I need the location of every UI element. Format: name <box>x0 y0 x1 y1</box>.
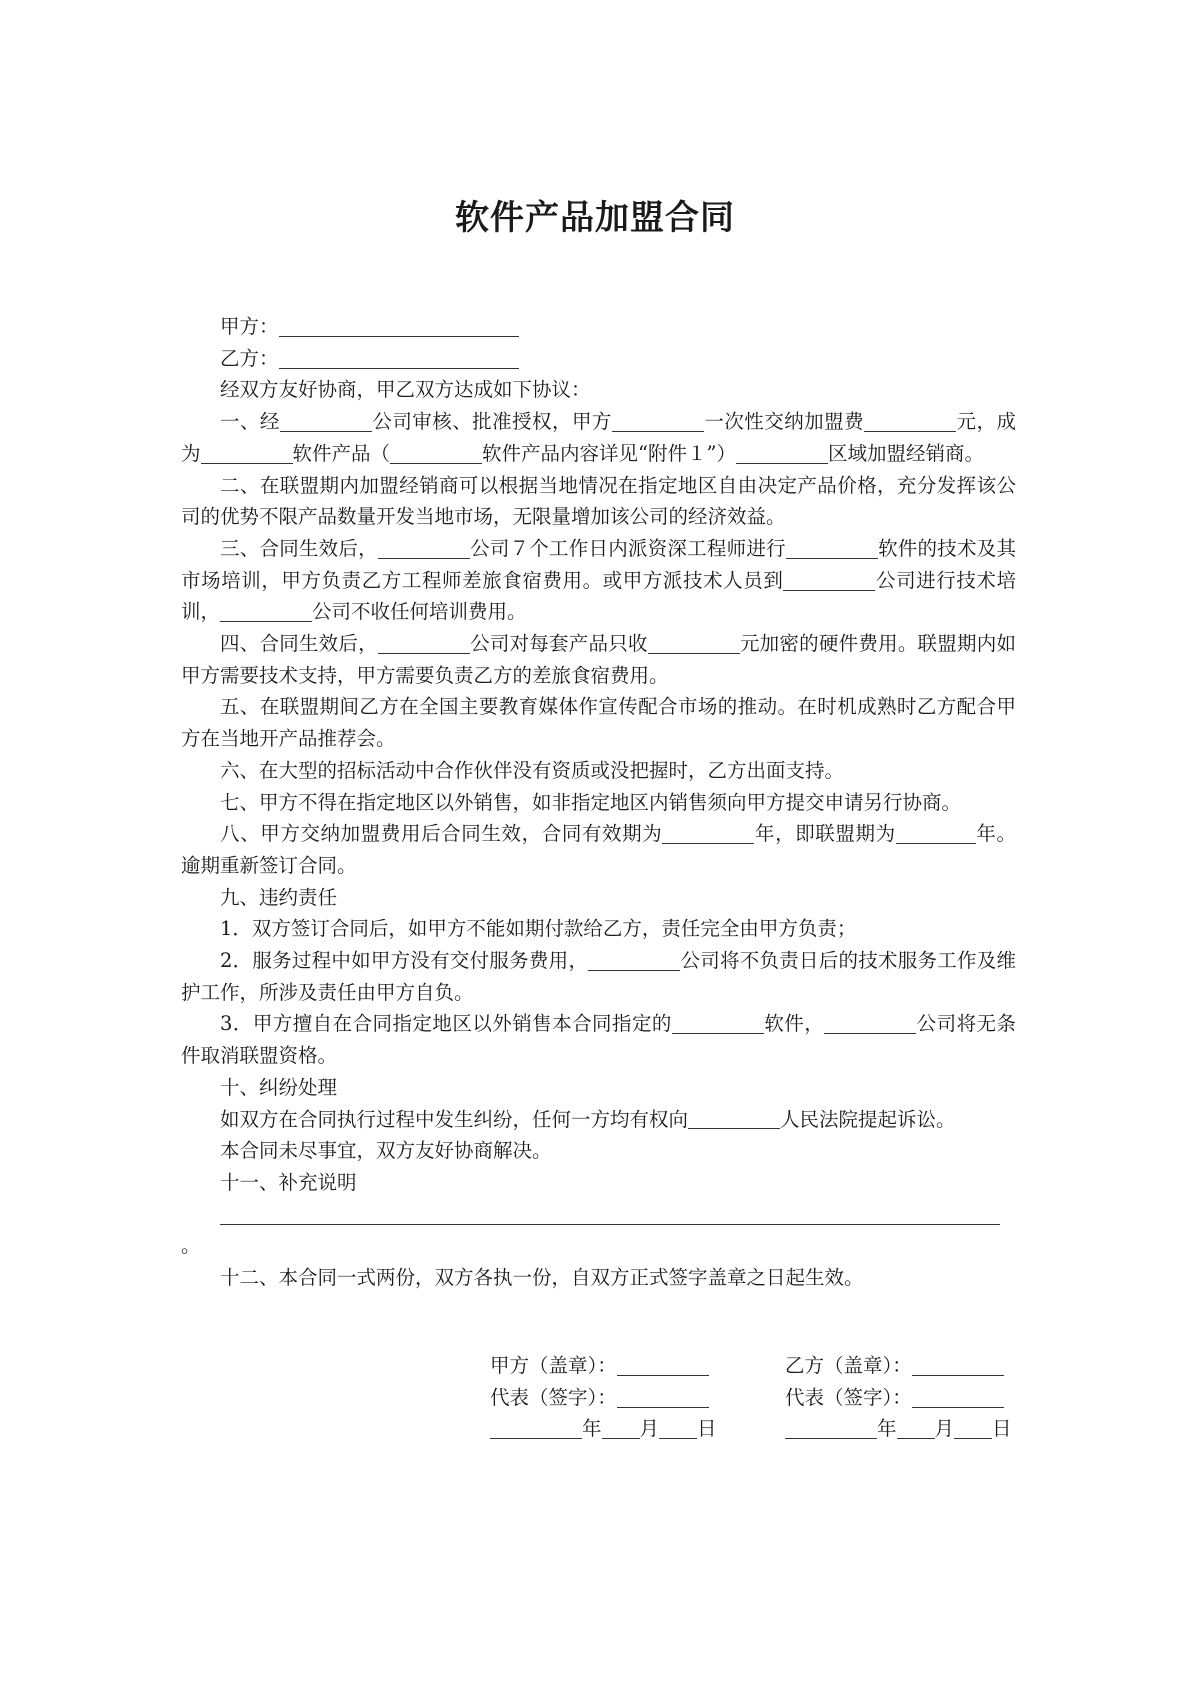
signature-block <box>490 1350 1030 1445</box>
clause-1-text: 元，成为 <box>181 410 1016 465</box>
day-blank <box>659 1418 697 1439</box>
clause-11-line <box>181 1199 1016 1262</box>
clause-9-1: 1．双方签订合同后，如甲方不能如期付款给乙方，责任完全由甲方负责； <box>220 917 857 941</box>
blank <box>786 537 878 558</box>
party-a-line <box>181 311 1016 343</box>
clause-1-text: 软件产品内容详见“附件１”） <box>482 441 736 465</box>
clause-9-3-text: 公司将无条件取消联盟资格。 <box>181 1012 1016 1068</box>
clause-9-2 <box>181 945 1016 1008</box>
clause-10-text-part: 如双方在合同执行过程中发生纠纷，任何一方均有权向 <box>220 1107 689 1131</box>
day-label: 日 <box>992 1417 1012 1441</box>
year-blank <box>785 1418 877 1439</box>
party-b-label: 乙方： <box>220 346 279 370</box>
party-b-line <box>181 343 1016 375</box>
blank <box>688 1108 780 1129</box>
clause-9-title: 九、违约责任 <box>220 885 338 909</box>
clause-9-3 <box>181 1008 1016 1071</box>
clause-4-text: 公司对每套产品只收 <box>469 632 648 656</box>
clause-10-text-2: 本合同未尽事宜，双方友好协商解决。 <box>220 1139 552 1163</box>
rep-row <box>490 1382 1030 1414</box>
supplement-end: 。 <box>181 1234 201 1258</box>
clause-3-text: 软件的技术及其市场培训，甲方负责乙方工程师差旅食宿费用。或甲方派技术人员到 <box>181 536 1016 592</box>
blank <box>824 1013 916 1034</box>
clause-4 <box>181 628 1016 691</box>
month-label: 月 <box>934 1417 955 1441</box>
day-label: 日 <box>697 1417 717 1441</box>
clause-1-text: 软件产品（ <box>292 441 391 465</box>
month-label: 月 <box>639 1417 660 1441</box>
clause-11-title: 十一、补充说明 <box>220 1170 357 1194</box>
clause-9-2-text: 2．服务过程中如甲方没有交付服务费用， <box>220 949 589 973</box>
clause-4-text: 四、合同生效后， <box>220 632 378 656</box>
clause-1-text: 公司审核、批准授权，甲方 <box>371 410 612 434</box>
clause-6: 六、在大型的招标活动中合作伙伴没有资质或没把握时，乙方出面支持。 <box>220 758 845 782</box>
party-b-rep <box>785 1382 1030 1414</box>
clause-9-2-text: 公司将不负责日后的技术服务工作及维护工作，所涉及责任由甲方自负。 <box>181 949 1016 1004</box>
clause-8-text: 年。逾期重新签订合同。 <box>181 822 1016 877</box>
year-label: 年 <box>877 1417 897 1441</box>
date-row <box>490 1413 1030 1445</box>
month-blank <box>897 1418 935 1439</box>
year-blank <box>490 1418 582 1439</box>
clause-3 <box>181 533 1016 628</box>
blank <box>588 949 680 970</box>
blank <box>783 569 875 590</box>
year-label: 年 <box>582 1417 602 1441</box>
clause-3-text: 公司不收任何培训费用。 <box>312 600 527 624</box>
party-a-rep <box>490 1382 735 1414</box>
party-b-date <box>785 1413 1030 1445</box>
clause-4-text: 元加密的硬件费用。联盟期内如甲方需要技术支持，甲方需要负责乙方的差旅食宿费用。 <box>181 632 1016 687</box>
document-title: 软件产品加盟合同 <box>455 198 735 238</box>
clause-5: 五、在联盟期间乙方在全国主要教育媒体作宣传配合市场的推动。在时机成熟时乙方配合甲方在当地开产品推荐会。 <box>181 695 1016 751</box>
clause-9-3-text: 3．甲方擅自在合同指定地区以外销售本合同指定的 <box>220 1012 672 1036</box>
party-b-blank <box>279 347 519 368</box>
blank <box>390 442 482 463</box>
blank <box>736 442 828 463</box>
seal-row <box>490 1350 1030 1382</box>
blank <box>864 411 956 432</box>
blank <box>378 632 470 653</box>
label: 甲方（盖章）： <box>490 1354 617 1377</box>
blank <box>912 1386 1004 1407</box>
blank <box>662 823 754 844</box>
label: 代表（签字）： <box>490 1385 617 1409</box>
clause-8 <box>181 818 1016 881</box>
clause-1-text: 一、经 <box>220 410 280 434</box>
label: 乙方（盖章）： <box>785 1354 912 1377</box>
party-a-seal <box>490 1350 735 1382</box>
party-a-blank <box>279 315 519 336</box>
contract-body <box>181 311 1016 1294</box>
blank <box>617 1386 709 1407</box>
blank <box>378 537 470 558</box>
supplement-blank <box>220 1203 1000 1224</box>
party-a-date <box>490 1413 735 1445</box>
party-b-seal <box>785 1350 1030 1382</box>
clause-3-text: 三、合同生效后， <box>220 536 378 560</box>
party-a-label: 甲方： <box>220 315 279 338</box>
clause-1 <box>181 406 1016 469</box>
blank <box>280 411 372 432</box>
blank <box>612 411 704 432</box>
clause-7: 七、甲方不得在指定地区以外销售，如非指定地区内销售须向甲方提交申请另行协商。 <box>220 790 962 814</box>
clause-10-title: 十、纠纷处理 <box>220 1075 338 1099</box>
blank <box>617 1354 709 1375</box>
clause-10-text <box>181 1104 1016 1136</box>
clause-12: 十二、本合同一式两份，双方各执一份，自双方正式签字盖章之日起生效。 <box>220 1266 864 1290</box>
blank <box>201 442 293 463</box>
month-blank <box>602 1418 640 1439</box>
day-blank <box>954 1418 992 1439</box>
blank <box>220 601 312 622</box>
blank <box>672 1013 764 1034</box>
clause-1-text: 区域加盟经销商。 <box>827 441 984 465</box>
clause-3-text: 公司进行技术培训， <box>181 568 1016 624</box>
clause-1-text: 一次性交纳加盟费 <box>703 410 865 434</box>
clause-8-text: 八、甲方交纳加盟费用后合同生效，合同有效期为 <box>220 822 663 846</box>
clause-2: 二、在联盟期内加盟经销商可以根据当地情况在指定地区自由决定产品价格，充分发挥该公司的优势不限产品数量开发当地市场，无限量增加该公司的经济效益。 <box>181 473 1016 529</box>
intro-paragraph: 经双方友好协商，甲乙双方达成如下协议： <box>220 378 591 402</box>
clause-8-text: 年，即联盟期为 <box>754 822 896 846</box>
label: 代表（签字）： <box>785 1385 912 1409</box>
clause-10-text-part: 人民法院提起诉讼。 <box>780 1107 956 1131</box>
blank <box>896 823 976 844</box>
clause-3-text: 公司７个工作日内派资深工程师进行 <box>469 536 786 560</box>
blank <box>912 1354 1004 1375</box>
clause-9-3-text: 软件， <box>763 1012 825 1036</box>
blank <box>648 632 740 653</box>
